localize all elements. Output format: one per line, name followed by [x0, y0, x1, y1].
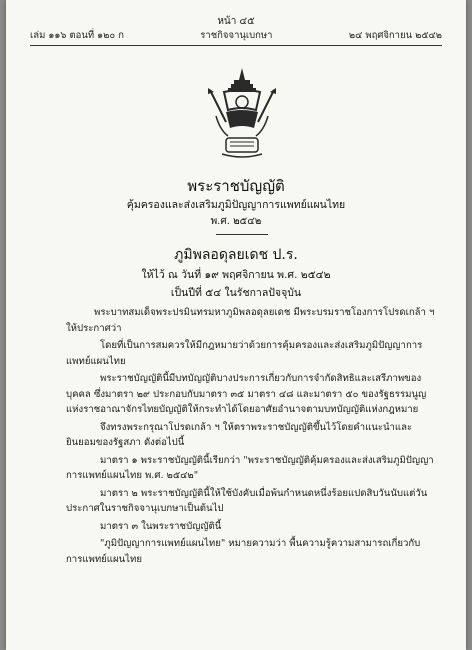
header-divider	[30, 45, 442, 46]
publish-date: ๒๔ พฤศจิกายน ๒๕๔๒	[348, 30, 442, 41]
definition: "ภูมิปัญญาการแพทย์แผนไทย" หมายความว่า พื้นความรู้ความสามารถเกี่ยวกับการแพทย์แผนไทย	[66, 538, 421, 565]
reign-year: เป็นปีที่ ๕๔ ในรัชกาลปัจจุบัน	[170, 287, 302, 299]
gazette-name: ราชกิจจานุเบกษา	[200, 30, 273, 41]
act-body	[66, 305, 436, 569]
garuda-crest-icon	[204, 66, 280, 162]
section-2: มาตรา ๒ พระราชบัญญัตินี้ให้ใช้บังคับเมื่อพ้นกำหนดหนึ่งร้อยแปดสิบวันนับแต่วันประกาศในราชกิจจานุเบกษาเป็นต้นไป	[66, 487, 428, 514]
paragraph: โดยที่เป็นการสมควรให้มีกฎหมายว่าด้วยการคุ้มครองและส่งเสริมภูมิปัญญาการแพทย์แผนไทย	[66, 340, 423, 367]
king-name: ภูมิพลอดุลยเดช ป.ร.	[174, 247, 298, 263]
act-subtitle: คุ้มครองและส่งเสริมภูมิปัญญาการแพทย์แผนไทย	[126, 199, 346, 211]
gazette-header	[30, 28, 442, 43]
section-1: มาตรา ๑ พระราชบัญญัตินี้เรียกว่า "พระราชบัญญัติคุ้มครองและส่งเสริมภูมิปัญญาการแพทย์แผนไทย พ.ศ. ๒๕๔๒"	[66, 454, 434, 481]
act-year: พ.ศ. ๒๕๔๒	[210, 216, 262, 227]
gazette-page	[6, 0, 466, 650]
paragraph: จึงทรงพระกรุณาโปรดเกล้า ฯ ให้ตราพระราชบัญญัติขึ้นไว้โดยคำแนะนำและยินยอมของรัฐสภา ดังต่อไปนี้	[66, 421, 413, 448]
paragraph: พระราชบัญญัตินี้มีบทบัญญัติบางประการเกี่ยวกับการจำกัดสิทธิและเสรีภาพของบุคคล ซึ่งมาตรา ๒๙ ประกอบกับมาตรา ๓๕ มาตรา ๔๘ และมาตรา ๕๐ ของรัฐธรรมนูญแห่งราชอาณาจักรไทยบัญญัติให้กระทำได้โดยอาศัยอำนาจตามบทบัญญัติแห่งกฎหมาย	[66, 373, 427, 415]
paragraph: พระบาทสมเด็จพระปรมินทรมหาภูมิพลอดุลยเดช มีพระบรมราชโองการโปรดเกล้า ฯ ให้ประกาศว่า	[66, 307, 435, 334]
title-separator	[216, 234, 268, 235]
section-3: มาตรา ๓ ในพระราชบัญญัตินี้	[100, 520, 222, 532]
act-title: พระราชบัญญัติ	[187, 177, 285, 195]
page-number: หน้า ๔๕	[217, 16, 255, 27]
volume-issue: เล่ม ๑๑๖ ตอนที่ ๑๒๐ ก	[30, 30, 124, 41]
given-date: ให้ไว้ ณ วันที่ ๑๙ พฤศจิกายน พ.ศ. ๒๕๔๒	[141, 269, 331, 281]
